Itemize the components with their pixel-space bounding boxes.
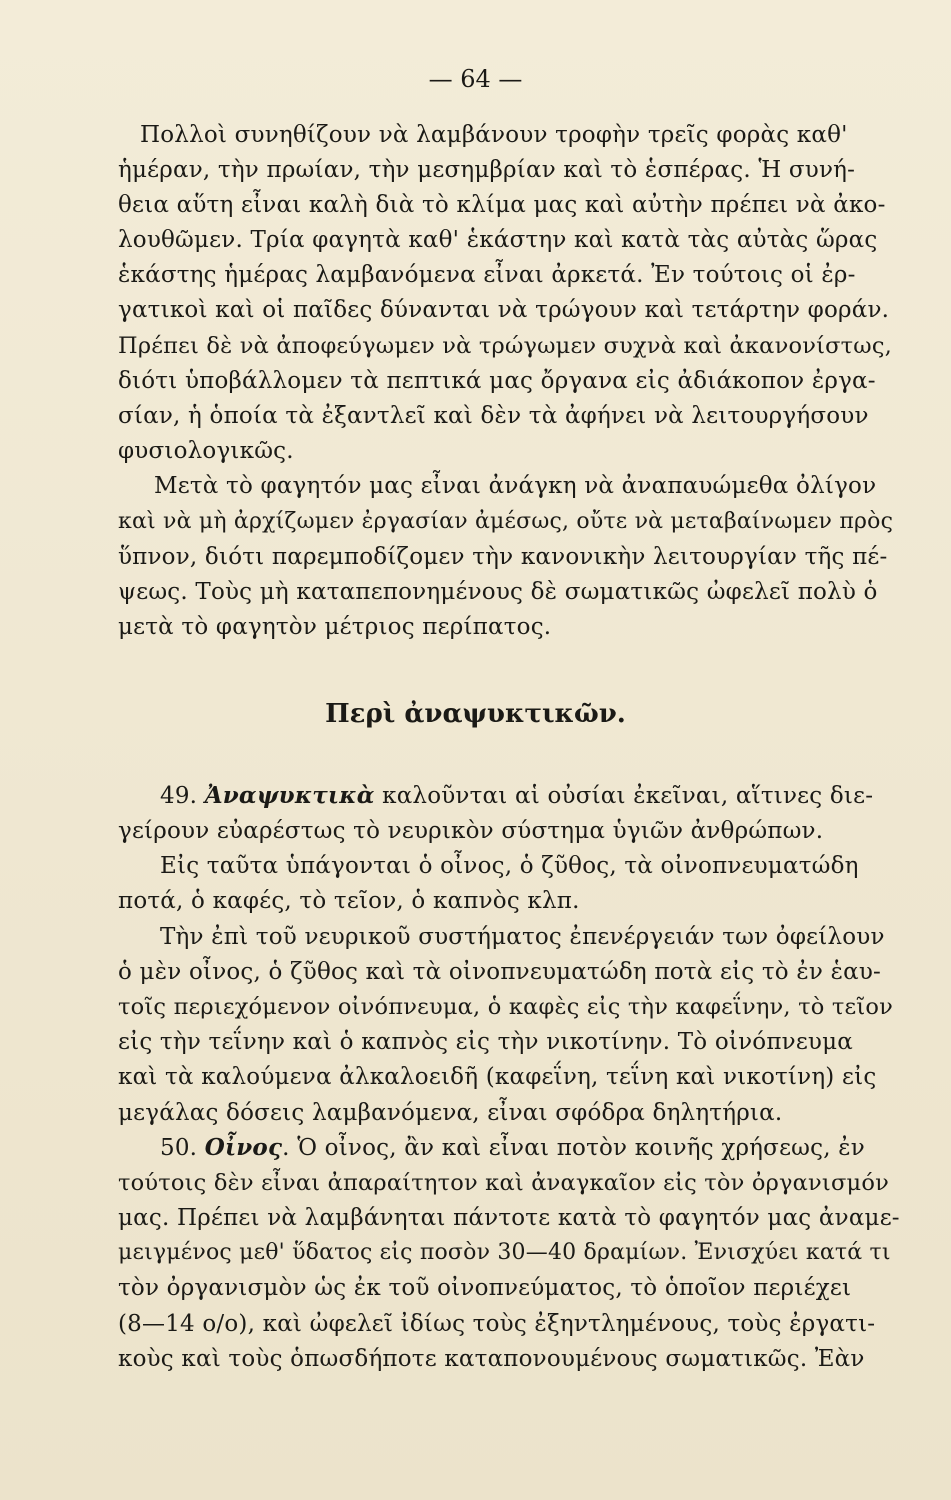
text-line: φυσιολογικῶς.: [118, 438, 294, 464]
text-line: θεια αὕτη εἶναι καλὴ διὰ τὸ κλίμα μας καὶ αὐτὴν πρέπει νὰ ἀκο-: [118, 192, 886, 218]
term: Οἶνος: [204, 1134, 283, 1161]
paragraph-50-first-line: [160, 1133, 877, 1163]
text-line: μεγάλας δόσεις λαμβανόμενα, εἶναι σφόδρα δηλητήρια.: [118, 1100, 783, 1126]
term: Ἀναψυκτικὰ: [204, 782, 375, 809]
text-line: μας. Πρέπει νὰ λαμβάνηται πάντοτε κατὰ τὸ φαγητόν μας ἀναμε-: [118, 1205, 900, 1231]
text-line: ὁ μὲν οἶνος, ὁ ζῦθος καὶ τὰ οἰνοπνευματώδη ποτὰ εἰς τὸ ἐν ἑαυ-: [118, 959, 882, 985]
text-line: ὕπνον, διότι παρεμποδίζομεν τὴν κανονικὴν λειτουργίαν τῆς πέ-: [118, 544, 888, 570]
paragraph-number: 50.: [160, 1135, 205, 1161]
paragraph-number: 49.: [160, 783, 205, 809]
text-line: Μετὰ τὸ φαγητόν μας εἶναι ἀνάγκη νὰ ἀναπαυώμεθα ὀλίγον: [154, 473, 877, 499]
text-line: τούτοις δὲν εἶναι ἀπαραίτητον καὶ ἀναγκαῖον εἰς τὸν ὀργανισμόν: [118, 1170, 889, 1196]
text-line: γείρουν εὐαρέστως τὸ νευρικὸν σύστημα ὑγιῶν ἀνθρώπων.: [118, 818, 824, 844]
text-line: τὸν ὀργανισμὸν ὡς ἐκ τοῦ οἰνοπνεύματος, τὸ ὁποῖον περιέχει: [118, 1275, 852, 1301]
text-line: διότι ὑποβάλλομεν τὰ πεπτικά μας ὄργανα εἰς ἀδιάκοπον ἐργα-: [118, 368, 876, 394]
text-line: ποτά, ὁ καφές, τὸ τεῖον, ὁ καπνὸς κλπ.: [118, 888, 580, 914]
text-line: κοὺς καὶ τοὺς ὁπωσδήποτε καταπονουμένους σωματικῶς. Ἐὰν: [118, 1346, 865, 1372]
text-line: καὶ νὰ μὴ ἀρχίζωμεν ἐργασίαν ἀμέσως, οὔτε νὰ μεταβαίνωμεν πρὸς: [118, 509, 894, 534]
text-line: τοῖς περιεχόμενον οἰνόπνευμα, ὁ καφὲς εἰς τὴν καφεΐνην, τὸ τεῖον: [118, 994, 893, 1020]
page-number: — 64 —: [428, 65, 523, 93]
text-line: μετὰ τὸ φαγητὸν μέτριος περίπατος.: [118, 614, 552, 640]
section-heading: Περὶ ἀναψυκτικῶν.: [325, 699, 626, 729]
text-line: Πρέπει δὲ νὰ ἀποφεύγωμεν νὰ τρώγωμεν συχνὰ καὶ ἀκανονίστως,: [118, 333, 892, 359]
text-line: ψεως. Τοὺς μὴ καταπεπονημένους δὲ σωματικῶς ὠφελεῖ πολὺ ὁ: [118, 579, 878, 605]
text-line: λουθῶμεν. Τρία φαγητὰ καθ' ἑκάστην καὶ κατὰ τὰς αὐτὰς ὥρας: [118, 227, 878, 253]
text-run: . Ὁ οἶνος, ἂν καὶ εἶναι ποτὸν κοινῆς χρήσεως, ἐν: [282, 1135, 865, 1161]
text-line: μειγμένος μεθ' ὕδατος εἰς ποσὸν 30—40 δραμίων. Ἐνισχύει κατά τι: [118, 1240, 891, 1265]
text-line: Πολλοὶ συνηθίζουν νὰ λαμβάνουν τροφὴν τρεῖς φορὰς καθ': [140, 122, 848, 148]
text-run: καλοῦνται αἱ οὐσίαι ἐκεῖναι, αἵτινες διε-: [374, 783, 874, 809]
text-line: γατικοὶ καὶ οἱ παῖδες δύνανται νὰ τρώγουν καὶ τετάρτην φοράν.: [118, 297, 890, 323]
text-line: Εἰς ταῦτα ὑπάγονται ὁ οἶνος, ὁ ζῦθος, τὰ οἰνοπνευματώδη: [160, 853, 859, 879]
text-line: σίαν, ἡ ὁποία τὰ ἐξαντλεῖ καὶ δὲν τὰ ἀφήνει νὰ λειτουργήσουν: [118, 403, 869, 429]
text-line: εἰς τὴν τεΐνην καὶ ὁ καπνὸς εἰς τὴν νικοτίνην. Τὸ οἰνόπνευμα: [118, 1029, 853, 1055]
text-line: ἑκάστης ἡμέρας λαμβανόμενα εἶναι ἀρκετά. Ἐν τούτοις οἱ ἐρ-: [118, 262, 856, 288]
paragraph-49-first-line: [160, 781, 877, 811]
text-line: (8—14 ο/ο), καὶ ὠφελεῖ ἰδίως τοὺς ἐξηντλημένους, τοὺς ἐργατι-: [118, 1311, 876, 1337]
text-line: Τὴν ἐπὶ τοῦ νευρικοῦ συστήματος ἐπενέργειάν των ὀφείλουν: [160, 924, 885, 950]
text-line: καὶ τὰ καλούμενα ἀλκαλοειδῆ (καφεΐνη, τεΐνη καὶ νικοτίνη) εἰς: [118, 1064, 877, 1090]
text-line: ἡμέραν, τὴν πρωίαν, τὴν μεσημβρίαν καὶ τὸ ἑσπέρας. Ἡ συνή-: [118, 157, 856, 183]
